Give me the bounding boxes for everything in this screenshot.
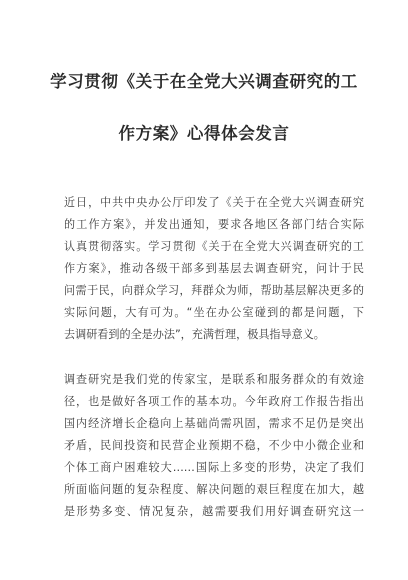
paragraph-line: 矛盾，民间投资和民营企业预期不稳，不少中小微企业和: [64, 439, 364, 452]
paragraph-1: [64, 192, 364, 346]
document-title-line-2: 作方案》心得体会发言: [118, 124, 290, 143]
paragraph-line: 径，也是做好各项工作的基本功。今年政府工作报告指出: [64, 395, 364, 408]
paragraph-line: 近日，中共中央办公厅印发了《关于在全党大兴调查研究: [64, 196, 364, 209]
paragraph-line: 所面临问题的复杂程度、解决问题的艰巨程度在加大，越: [64, 483, 364, 496]
paragraph-line: 认真贯彻落实。学习贯彻《关于在全党大兴调查研究的工: [64, 240, 364, 253]
paragraph-line: 是形势多变、情况复杂，越需要我们用好调查研究这一: [64, 505, 364, 518]
document-title-line-1: 学习贯彻《关于在全党大兴调查研究的工: [50, 72, 358, 91]
paragraph-line: 调查研究是我们党的传家宝，是联系和服务群众的有效途: [64, 373, 364, 386]
paragraph-line: 问需于民，向群众学习，拜群众为师，帮助基层解决更多的: [64, 284, 364, 297]
paragraph-2: [64, 369, 364, 523]
paragraph-line: 国内经济增长企稳向上基础尚需巩固，需求不足仍是突出: [64, 417, 364, 430]
paragraph-line: 个体工商户困难较大……国际上多变的形势，决定了我们: [64, 461, 364, 474]
paragraph-line: 实际问题，大有可为。“坐在办公室碰到的都是问题，下: [64, 306, 364, 319]
paragraph-line: 作方案》，推动各级干部多到基层去调查研究，问计于民: [64, 262, 364, 275]
paragraph-line: 的工作方案》，并发出通知，要求各地区各部门结合实际: [64, 218, 364, 231]
paragraph-line: 去调研看到的全是办法”，充满哲理，极具指导意义。: [64, 328, 325, 341]
